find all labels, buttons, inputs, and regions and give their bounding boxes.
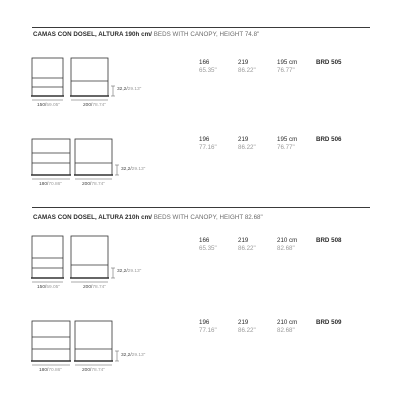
height-in: 76.77" (277, 144, 295, 151)
side-view-drawing (70, 236, 109, 278)
width-in: 65.35" (199, 67, 217, 74)
dimension-height-label: 32,2/29.13" (117, 87, 142, 92)
product-row (0, 46, 400, 126)
width-in: 77.16" (199, 327, 217, 334)
height-dimension-line (115, 165, 119, 175)
section-title-en: BEDS WITH CANOPY, HEIGHT 82.68" (151, 214, 263, 221)
dimension-side-label: 200/78.74" (82, 182, 106, 187)
product-code: BRD 506 (316, 136, 342, 143)
product-row (0, 305, 400, 385)
height-dimension-line (115, 351, 119, 361)
section-title-es: CAMAS CON DOSEL, ALTURA 210h cm/ (33, 214, 152, 221)
dimension-height-label: 32,2/29.13" (117, 269, 142, 274)
height-dimension-line (111, 268, 115, 278)
dimension-front-label: 150/59.05" (37, 285, 61, 290)
front-view-drawing (31, 139, 71, 175)
width-in: 77.16" (199, 144, 217, 151)
dimension-front-label: 180/70.86" (39, 182, 63, 187)
section-title-en: BEDS WITH CANOPY, HEIGHT 74.8" (151, 31, 260, 38)
dimension-side-label: 200/78.74" (83, 285, 107, 290)
length-in: 86.22" (238, 245, 256, 252)
front-view-drawing (31, 236, 64, 278)
length-cm: 219 (238, 59, 249, 66)
dimension-side-label: 200/78.74" (83, 103, 107, 108)
height-dimension-line (111, 86, 115, 96)
dimension-front-label: 180/70.86" (39, 368, 63, 373)
length-cm: 219 (238, 237, 249, 244)
product-code: BRD 509 (316, 319, 342, 326)
height-in: 82.68" (277, 327, 295, 334)
dimension-side-label: 200/78.74" (82, 368, 106, 373)
section-divider (32, 27, 370, 28)
section-title-es: CAMAS CON DOSEL, ALTURA 190h cm/ (33, 31, 152, 38)
section-divider (32, 207, 370, 208)
bed-drawing-narrow-tall (28, 222, 138, 294)
product-code: BRD 508 (316, 237, 342, 244)
product-row (0, 222, 400, 302)
length-cm: 219 (238, 136, 249, 143)
height-in: 76.77" (277, 67, 295, 74)
product-code: BRD 505 (316, 59, 342, 66)
width-cm: 166 (199, 237, 210, 244)
width-cm: 196 (199, 319, 210, 326)
side-view-drawing (74, 139, 113, 175)
product-row (0, 125, 400, 205)
height-cm: 210 cm (277, 319, 298, 326)
dimension-height-label: 32,2/29.13" (121, 167, 146, 172)
length-in: 86.22" (238, 67, 256, 74)
dimension-front-label: 150/59.05" (37, 103, 61, 108)
width-cm: 166 (199, 59, 210, 66)
section-title (33, 214, 263, 221)
width-cm: 196 (199, 136, 210, 143)
side-view-drawing (70, 58, 109, 96)
dimension-height-label: 32,2/29.13" (121, 353, 146, 358)
height-cm: 195 cm (277, 59, 298, 66)
length-cm: 219 (238, 319, 249, 326)
side-view-drawing (74, 321, 113, 361)
length-in: 86.22" (238, 327, 256, 334)
height-cm: 195 cm (277, 136, 298, 143)
section-title (33, 31, 259, 38)
height-cm: 210 cm (277, 237, 298, 244)
front-view-drawing (31, 58, 64, 96)
front-view-drawing (31, 321, 71, 361)
length-in: 86.22" (238, 144, 256, 151)
height-in: 82.68" (277, 245, 295, 252)
bed-drawing-wide-tall (28, 305, 138, 377)
width-in: 65.35" (199, 245, 217, 252)
